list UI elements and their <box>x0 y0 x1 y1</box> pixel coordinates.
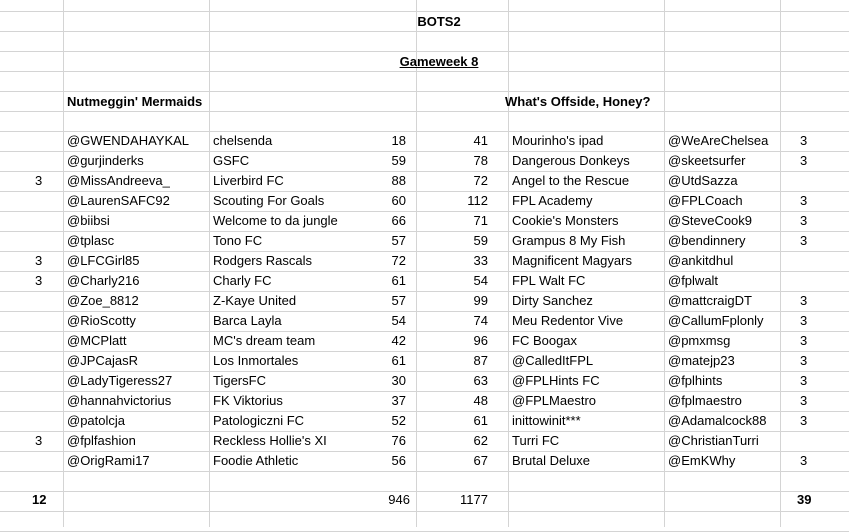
right-handle-cell[interactable]: @UtdSazza <box>668 173 738 188</box>
left-team-cell[interactable]: Liverbird FC <box>213 173 284 188</box>
left-handle-cell[interactable]: @gurjinderks <box>67 153 144 168</box>
left-points-cell[interactable]: 3 <box>35 273 43 288</box>
right-points-cell[interactable]: 3 <box>800 233 808 248</box>
left-handle-cell[interactable]: @fplfashion <box>67 433 136 448</box>
right-points-cell[interactable]: 3 <box>800 313 808 328</box>
left-score-cell[interactable]: 57 <box>391 293 406 308</box>
right-score-total[interactable]: 1177 <box>460 492 488 507</box>
left-score-cell[interactable]: 66 <box>391 213 406 228</box>
left-handle-cell[interactable]: @hannahvictorius <box>67 393 172 408</box>
left-handle-cell[interactable]: @MissAndreeva_ <box>67 173 170 188</box>
right-points-cell[interactable]: 3 <box>800 353 808 368</box>
left-points-cell[interactable] <box>35 311 55 331</box>
left-score-cell[interactable]: 60 <box>391 193 406 208</box>
right-score-cell[interactable]: 96 <box>473 333 488 348</box>
left-score-cell[interactable]: 61 <box>391 353 406 368</box>
right-handle-cell[interactable]: @EmKWhy <box>668 453 736 468</box>
right-points-cell[interactable]: 3 <box>800 393 808 408</box>
gameweek-heading[interactable]: Gameweek 8 <box>399 54 479 69</box>
right-handle-cell[interactable]: @pmxmsg <box>668 333 731 348</box>
left-team-cell[interactable]: Rodgers Rascals <box>213 253 312 268</box>
right-points-cell[interactable]: 3 <box>800 133 808 148</box>
left-points-total[interactable]: 12 <box>32 492 47 507</box>
column-gridline <box>416 0 417 527</box>
left-handle-cell[interactable]: @RioScotty <box>67 313 136 328</box>
right-handle-cell[interactable]: @fplwalt <box>668 273 719 288</box>
right-team-cell[interactable]: FPL Walt FC <box>512 273 586 288</box>
left-handle-cell[interactable]: @MCPlatt <box>67 333 127 348</box>
right-team-cell[interactable]: Cookie's Monsters <box>512 213 619 228</box>
left-points-cell[interactable] <box>35 231 55 251</box>
right-score-cell[interactable]: 48 <box>473 393 488 408</box>
left-score-cell[interactable]: 57 <box>391 233 406 248</box>
right-points-cell[interactable]: 3 <box>800 293 808 308</box>
left-team-cell[interactable]: Reckless Hollie's XI <box>213 433 327 448</box>
left-handle-cell[interactable]: @LaurenSAFC92 <box>67 193 170 208</box>
right-team-cell[interactable]: @CalledItFPL <box>512 353 594 368</box>
left-handle-cell[interactable]: @Charly216 <box>67 273 140 288</box>
left-handle-cell[interactable]: @GWENDAHAYKAL <box>67 133 190 148</box>
row-gridline <box>0 511 849 512</box>
sheet-title[interactable]: BOTS2 <box>417 14 461 29</box>
left-handle-cell[interactable]: @OrigRami17 <box>67 453 150 468</box>
right-score-cell[interactable]: 62 <box>473 433 488 448</box>
right-handle-cell[interactable]: @CallumFplonly <box>668 313 764 328</box>
right-points-cell[interactable] <box>800 171 820 191</box>
left-points-cell[interactable] <box>35 331 55 351</box>
left-score-cell[interactable]: 42 <box>391 333 406 348</box>
right-points-cell[interactable]: 3 <box>800 193 808 208</box>
right-score-cell[interactable]: 41 <box>473 133 488 148</box>
column-gridline <box>664 0 665 527</box>
right-handle-cell[interactable]: @SteveCook9 <box>668 213 753 228</box>
left-handle-cell[interactable]: @Zoe_8812 <box>67 293 139 308</box>
column-gridline <box>508 0 509 527</box>
right-team-cell[interactable]: Turri FC <box>512 433 560 448</box>
right-handle-cell[interactable]: @fplhints <box>668 373 723 388</box>
right-handle-cell[interactable]: @WeAreChelsea <box>668 133 769 148</box>
left-score-total[interactable]: 946 <box>388 492 410 507</box>
left-points-cell[interactable] <box>35 371 55 391</box>
right-points-cell[interactable] <box>800 271 820 291</box>
left-team-cell[interactable]: Welcome to da jungle <box>213 213 338 228</box>
left-points-cell[interactable]: 3 <box>35 433 43 448</box>
left-handle-cell[interactable]: @LFCGirl85 <box>67 253 140 268</box>
left-team-cell[interactable]: Tono FC <box>213 233 263 248</box>
right-points-cell[interactable] <box>800 431 820 451</box>
right-points-cell[interactable] <box>800 251 820 271</box>
left-score-cell[interactable]: 52 <box>391 413 406 428</box>
left-score-cell[interactable]: 18 <box>391 133 406 148</box>
left-points-cell[interactable] <box>35 151 55 171</box>
right-team-name[interactable]: What's Offside, Honey? <box>505 94 651 109</box>
right-points-cell[interactable]: 3 <box>800 373 808 388</box>
left-handle-cell[interactable]: @JPCajasR <box>67 353 138 368</box>
left-points-cell[interactable] <box>35 411 55 431</box>
right-team-cell[interactable]: FC Boogax <box>512 333 578 348</box>
right-team-cell[interactable]: Meu Redentor Vive <box>512 313 624 328</box>
left-team-cell[interactable]: FK Viktorius <box>213 393 283 408</box>
right-score-cell[interactable]: 33 <box>473 253 488 268</box>
left-team-cell[interactable]: Charly FC <box>213 273 272 288</box>
left-team-cell[interactable]: Los Inmortales <box>213 353 299 368</box>
left-points-cell[interactable]: 3 <box>35 253 43 268</box>
right-score-cell[interactable]: 78 <box>473 153 488 168</box>
left-points-cell[interactable] <box>35 351 55 371</box>
column-gridline <box>63 0 64 527</box>
right-handle-cell[interactable]: @fplmaestro <box>668 393 742 408</box>
right-score-cell[interactable]: 63 <box>473 373 488 388</box>
right-score-cell[interactable]: 72 <box>473 173 488 188</box>
left-team-name[interactable]: Nutmeggin' Mermaids <box>67 94 203 109</box>
column-gridline <box>209 0 210 527</box>
left-team-cell[interactable]: MC's dream team <box>213 333 316 348</box>
right-points-cell[interactable]: 3 <box>800 453 808 468</box>
left-score-cell[interactable]: 59 <box>391 153 406 168</box>
right-team-cell[interactable]: FPL Academy <box>512 193 593 208</box>
right-handle-cell[interactable]: @ChristianTurri <box>668 433 759 448</box>
left-points-cell[interactable] <box>35 291 55 311</box>
right-team-cell[interactable]: Magnificent Magyars <box>512 253 632 268</box>
left-points-cell[interactable] <box>35 451 55 471</box>
row-gridline <box>0 471 849 472</box>
right-score-cell[interactable]: 99 <box>473 293 488 308</box>
right-team-cell[interactable]: Dangerous Donkeys <box>512 153 630 168</box>
right-team-cell[interactable]: Angel to the Rescue <box>512 173 630 188</box>
left-team-cell[interactable]: Patologiczni FC <box>213 413 305 428</box>
left-team-cell[interactable]: Scouting For Goals <box>213 193 325 208</box>
right-score-cell[interactable]: 61 <box>473 413 488 428</box>
right-team-cell[interactable]: Brutal Deluxe <box>512 453 591 468</box>
left-score-cell[interactable]: 76 <box>391 433 406 448</box>
left-points-cell[interactable] <box>35 191 55 211</box>
left-team-cell[interactable]: Foodie Athletic <box>213 453 299 468</box>
left-score-cell[interactable]: 37 <box>391 393 406 408</box>
right-points-cell[interactable]: 3 <box>800 413 808 428</box>
right-points-cell[interactable]: 3 <box>800 213 808 228</box>
left-score-cell[interactable]: 56 <box>391 453 406 468</box>
right-team-cell[interactable]: @FPLMaestro <box>512 393 596 408</box>
right-points-cell[interactable]: 3 <box>800 153 808 168</box>
left-points-cell[interactable] <box>35 211 55 231</box>
right-points-total[interactable]: 39 <box>797 492 812 507</box>
left-score-cell[interactable]: 54 <box>391 313 406 328</box>
right-handle-cell[interactable]: @FPLCoach <box>668 193 743 208</box>
left-team-cell[interactable]: GSFC <box>213 153 250 168</box>
left-points-cell[interactable] <box>35 391 55 411</box>
left-handle-cell[interactable]: @tplasc <box>67 233 115 248</box>
right-handle-cell[interactable]: @ankitdhul <box>668 253 734 268</box>
right-score-cell[interactable]: 54 <box>473 273 488 288</box>
left-score-cell[interactable]: 88 <box>391 173 406 188</box>
right-handle-cell[interactable]: @Adamalcock88 <box>668 413 767 428</box>
left-score-cell[interactable]: 72 <box>391 253 406 268</box>
left-team-cell[interactable]: chelsenda <box>213 133 273 148</box>
right-team-cell[interactable]: @FPLHints FC <box>512 373 600 388</box>
right-score-cell[interactable]: 112 <box>467 193 488 208</box>
right-handle-cell[interactable]: @mattcraigDT <box>668 293 752 308</box>
column-gridline <box>780 0 781 527</box>
left-team-cell[interactable]: Barca Layla <box>213 313 282 328</box>
right-points-cell[interactable]: 3 <box>800 333 808 348</box>
left-score-cell[interactable]: 61 <box>391 273 406 288</box>
left-points-cell[interactable] <box>35 131 55 151</box>
right-handle-cell[interactable]: @bendinnery <box>668 233 746 248</box>
right-team-cell[interactable]: Dirty Sanchez <box>512 293 593 308</box>
left-handle-cell[interactable]: @patolcja <box>67 413 126 428</box>
left-score-cell[interactable]: 30 <box>391 373 406 388</box>
right-team-cell[interactable]: Mourinho's ipad <box>512 133 604 148</box>
left-team-cell[interactable]: TigersFC <box>213 373 266 388</box>
right-handle-cell[interactable]: @skeetsurfer <box>668 153 746 168</box>
left-handle-cell[interactable]: @LadyTigeress27 <box>67 373 173 388</box>
right-score-cell[interactable]: 71 <box>473 213 488 228</box>
left-points-cell[interactable]: 3 <box>35 173 43 188</box>
right-score-cell[interactable]: 87 <box>473 353 488 368</box>
right-score-cell[interactable]: 59 <box>473 233 488 248</box>
row-gridline <box>0 491 849 492</box>
right-score-cell[interactable]: 74 <box>473 313 488 328</box>
left-team-cell[interactable]: Z-Kaye United <box>213 293 297 308</box>
right-handle-cell[interactable]: @matejp23 <box>668 353 735 368</box>
right-team-cell[interactable]: inittowinit*** <box>512 413 581 428</box>
left-handle-cell[interactable]: @biibsi <box>67 213 110 228</box>
right-team-cell[interactable]: Grampus 8 My Fish <box>512 233 626 248</box>
right-score-cell[interactable]: 67 <box>473 453 488 468</box>
